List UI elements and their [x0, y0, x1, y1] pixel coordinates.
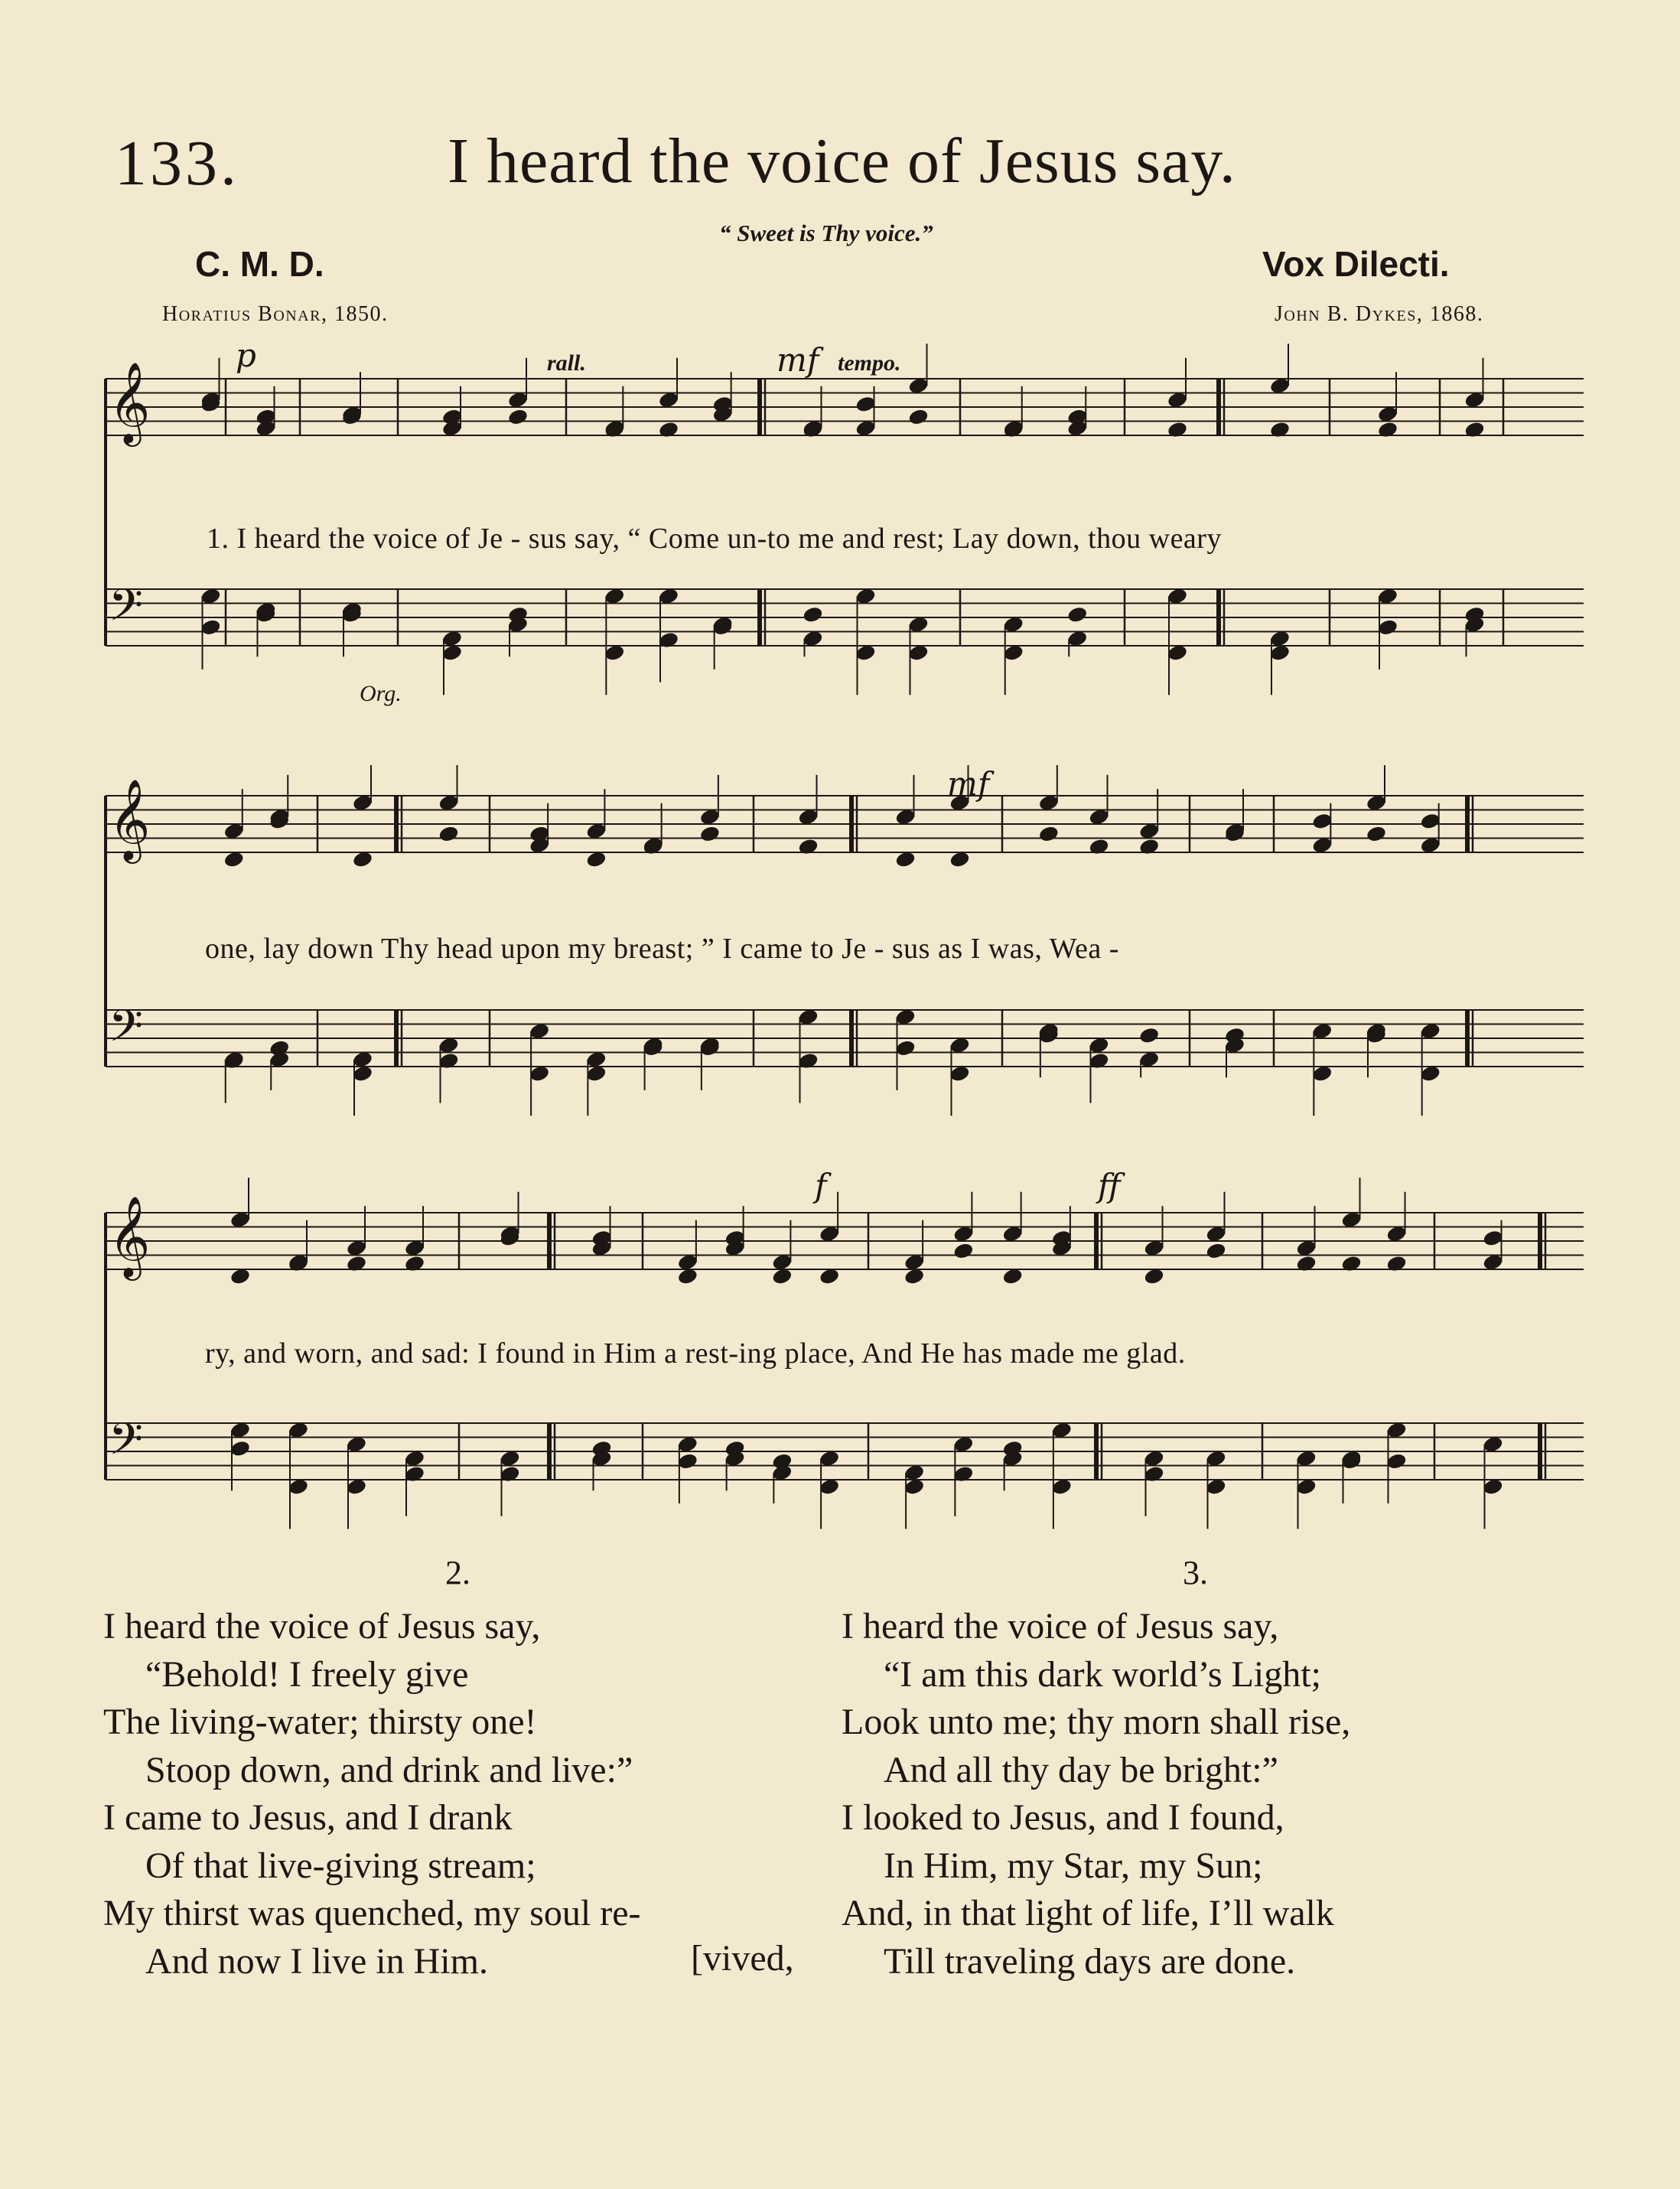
lyrics-line-1: 1. I heard the voice of Je - sus say, “ Come un-to me and rest; Lay down, thou weary [207, 523, 1222, 555]
note-head [1205, 1242, 1226, 1260]
note-head [1066, 605, 1088, 624]
bass-clef-icon: 𝄢 [109, 1413, 144, 1476]
double-barline [547, 1213, 552, 1269]
double-barline [1465, 1010, 1470, 1067]
double-barline [1465, 796, 1470, 852]
note-head [797, 838, 819, 856]
verse-line: Till traveling days are done. [884, 1940, 1296, 1982]
note-head [1138, 838, 1160, 856]
double-barline [1538, 1213, 1542, 1269]
note-head [797, 1052, 819, 1070]
double-barline [757, 379, 762, 435]
hymn-number: 133. [115, 128, 239, 199]
note-head [1003, 421, 1024, 439]
verse-line: Of that live-giving stream; [145, 1845, 536, 1886]
note-head [1385, 1452, 1407, 1471]
tune-name: Vox Dilecti. [1262, 244, 1450, 284]
double-barline [394, 1010, 399, 1067]
verse-line: “I am this dark world’s Light; [884, 1653, 1321, 1695]
note-head [604, 421, 625, 439]
double-barline [849, 1010, 854, 1067]
double-barline [1538, 1423, 1542, 1480]
treble-clef-icon: 𝄞 [109, 778, 151, 860]
treble-clef-icon: 𝄞 [109, 361, 151, 443]
note-head [1066, 408, 1088, 426]
note-head [658, 631, 679, 650]
verse-2 [103, 1603, 641, 1985]
note-head [1385, 1255, 1407, 1273]
verse-2-number: 2. [445, 1554, 470, 1591]
note-head [441, 408, 463, 426]
verse-line: The living-water; thirsty one! [103, 1702, 537, 1742]
rallentando-mark: rall. [547, 350, 586, 376]
verse-line: “Behold! I freely give [145, 1653, 469, 1695]
note-head [1463, 421, 1485, 439]
music-system-3 [0, 1167, 1680, 1557]
double-barline [547, 1423, 552, 1480]
double-barline [757, 589, 762, 646]
meter: C. M. D. [195, 244, 324, 284]
verse-line: I came to Jesus, and I drank [103, 1797, 513, 1838]
verse-line: Stoop down, and drink and live:” [145, 1749, 633, 1790]
note-head [1377, 421, 1398, 439]
note-head [1419, 812, 1441, 830]
hymn-title: I heard the voice of Jesus say. [448, 125, 1236, 197]
note-head [855, 395, 876, 413]
note-head [1377, 618, 1398, 637]
note-head [1340, 1255, 1362, 1273]
note-head [1311, 812, 1333, 830]
double-barline [849, 796, 854, 852]
note-head [1366, 825, 1387, 843]
verse-line: I heard the voice of Jesus say, [103, 1606, 541, 1647]
verse-line: And, in that light of life, I’ll walk [842, 1893, 1334, 1933]
lyrics-line-2: one, lay down Thy head upon my breast; ” I came to Je - sus as I was, Wea - [205, 933, 1119, 965]
note-head [658, 421, 679, 439]
note-head [894, 1039, 916, 1057]
dynamic-fortissimo: ff [1098, 1167, 1121, 1204]
organ-mark: Org. [360, 681, 402, 706]
note-head [346, 1255, 367, 1273]
verse-line: And all thy day be bright:” [884, 1749, 1278, 1790]
double-barline [1094, 1213, 1099, 1269]
verse-line: My thirst was quenched, my soul re- [103, 1893, 641, 1933]
dynamic-piano: p [236, 337, 256, 374]
verse-line: I heard the voice of Jesus say, [842, 1606, 1279, 1647]
note-head [438, 825, 459, 843]
note-head [255, 408, 276, 426]
author-credit: Horatius Bonar, 1850. [162, 302, 389, 326]
verse-line: Look unto me; thy morn shall rise, [842, 1702, 1351, 1742]
note-head [802, 421, 823, 439]
music-system-1 [0, 337, 1680, 735]
note-head [1269, 421, 1291, 439]
note-head [404, 1465, 425, 1484]
double-barline [1216, 589, 1221, 646]
bass-clef-icon: 𝄢 [109, 579, 144, 642]
note-head [1088, 838, 1109, 856]
verse-line: And now I live in Him. [145, 1940, 488, 1982]
note-head [699, 825, 721, 843]
dynamic-mezzo-forte: mf [947, 765, 990, 803]
double-barline [394, 796, 399, 852]
verse-3-number: 3. [1183, 1554, 1208, 1591]
note-head [529, 825, 550, 843]
note-head [642, 838, 663, 856]
note-head [1038, 825, 1060, 843]
note-head [952, 1242, 974, 1260]
verse-line: I looked to Jesus, and I found, [842, 1797, 1284, 1838]
note-head [1482, 1229, 1503, 1247]
note-head [288, 1255, 309, 1273]
note-head [1167, 421, 1188, 439]
note-head [200, 618, 221, 637]
dynamic-forte: f [815, 1167, 827, 1204]
note-head [907, 408, 929, 426]
music-system-2 [0, 765, 1680, 1140]
note-head [223, 1052, 245, 1070]
note-head [230, 1439, 251, 1458]
verse-2-bracket: [vived, [691, 1938, 794, 1979]
note-head [802, 605, 823, 624]
bass-clef-icon: 𝄢 [109, 1000, 144, 1063]
verse-3 [842, 1603, 1350, 1985]
note-head [771, 1452, 793, 1471]
tempo-mark: tempo. [838, 350, 901, 376]
note-head [677, 1452, 698, 1471]
lyrics-line-3: ry, and worn, and sad: I found in Him a rest-ing place, And He has made me glad. [205, 1337, 1186, 1370]
dynamic-mezzo-forte: mf [777, 341, 819, 379]
note-head [1143, 1465, 1164, 1484]
composer-credit: John B. Dykes, 1868. [1275, 302, 1484, 326]
double-barline [1094, 1423, 1099, 1480]
note-head [1088, 1052, 1109, 1070]
double-barline [1216, 379, 1221, 435]
note-head [1295, 1255, 1317, 1273]
verse-line: In Him, my Star, my Sun; [884, 1845, 1263, 1886]
note-head [507, 408, 529, 426]
note-head [1138, 1026, 1160, 1044]
note-head [499, 1465, 520, 1484]
note-head [952, 1465, 974, 1484]
treble-clef-icon: 𝄞 [109, 1195, 151, 1277]
motto: “ Sweet is Thy voice.” [719, 220, 933, 246]
note-head [269, 1039, 290, 1057]
note-head [404, 1255, 425, 1273]
note-head [438, 1052, 459, 1070]
